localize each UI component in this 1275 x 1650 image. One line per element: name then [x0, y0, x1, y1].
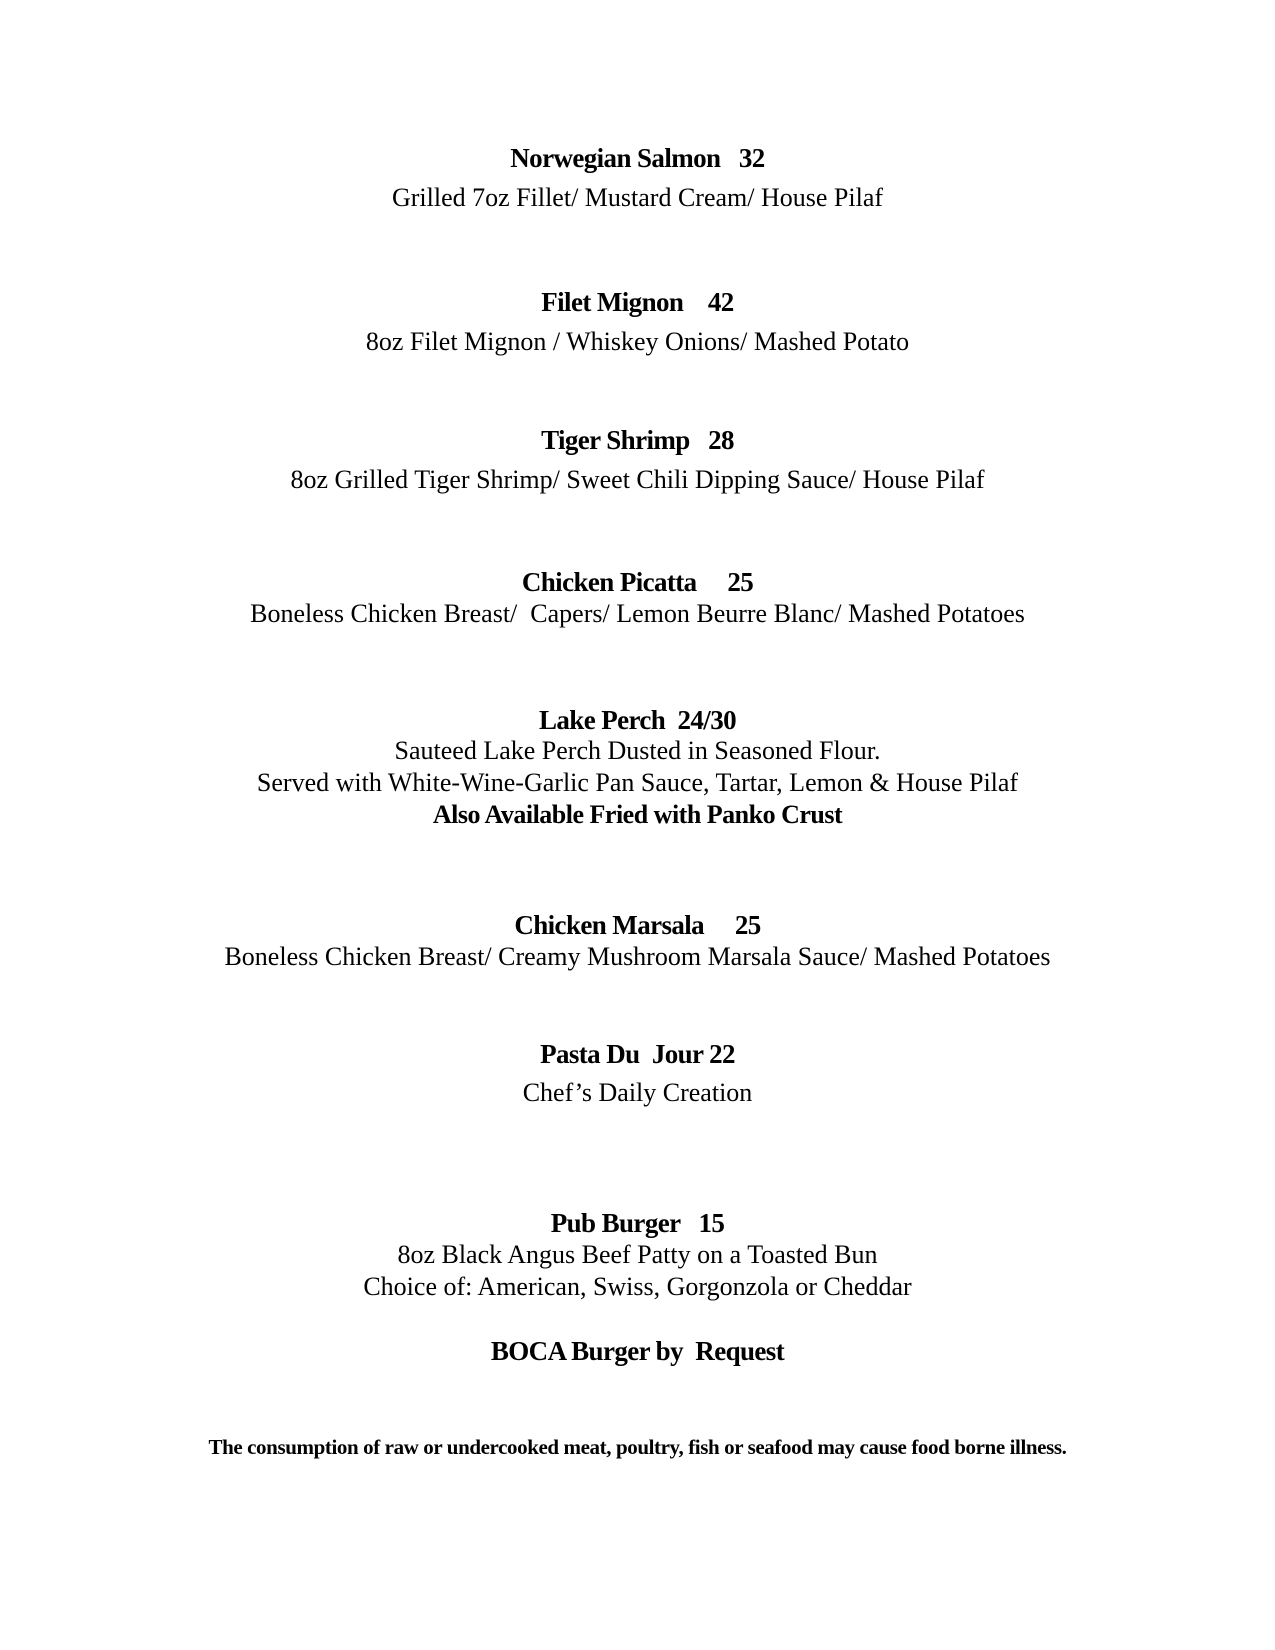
item-description-lake-perch-line-1: Sauteed Lake Perch Dusted in Seasoned Flour. — [394, 736, 881, 765]
item-title-tiger-shrimp: Tiger Shrimp 28 — [541, 425, 734, 455]
item-description-chicken-marsala: Boneless Chicken Breast/ Creamy Mushroom Marsala Sauce/ Mashed Potatoes — [224, 942, 1051, 971]
food-safety-disclaimer: The consumption of raw or undercooked meat, poultry, fish or seafood may cause food borne illness. — [208, 1435, 1067, 1459]
item-description-lake-perch-line-2: Served with White-Wine-Garlic Pan Sauce, Tartar, Lemon & House Pilaf — [256, 768, 1019, 797]
item-title-norwegian-salmon: Norwegian Salmon 32 — [510, 143, 765, 173]
item-title-chicken-marsala: Chicken Marsala 25 — [514, 910, 761, 940]
item-description-filet-mignon: 8oz Filet Mignon / Whiskey Onions/ Mashed Potato — [365, 327, 910, 356]
boca-burger-note: BOCA Burger by Request — [490, 1336, 785, 1366]
item-title-lake-perch: Lake Perch 24/30 — [538, 705, 737, 735]
item-description-chicken-picatta: Boneless Chicken Breast/ Capers/ Lemon Beurre Blanc/ Mashed Potatoes — [250, 599, 1025, 628]
item-title-pub-burger: Pub Burger 15 — [550, 1208, 725, 1238]
item-title-chicken-picatta: Chicken Picatta 25 — [521, 567, 754, 597]
item-title-pasta-du-jour: Pasta Du Jour 22 — [540, 1039, 735, 1069]
item-description-pub-burger-line-2: Choice of: American, Swiss, Gorgonzola or Cheddar — [363, 1272, 912, 1301]
item-note-lake-perch: Also Available Fried with Panko Crust — [432, 800, 843, 829]
item-description-tiger-shrimp: 8oz Grilled Tiger Shrimp/ Sweet Chili Dipping Sauce/ House Pilaf — [290, 465, 985, 494]
item-title-filet-mignon: Filet Mignon 42 — [541, 287, 734, 317]
item-description-pasta-du-jour: Chef’s Daily Creation — [522, 1078, 753, 1107]
item-description-pub-burger-line-1: 8oz Black Angus Beef Patty on a Toasted Bun — [397, 1240, 878, 1269]
item-description-norwegian-salmon: Grilled 7oz Fillet/ Mustard Cream/ House Pilaf — [391, 183, 884, 212]
